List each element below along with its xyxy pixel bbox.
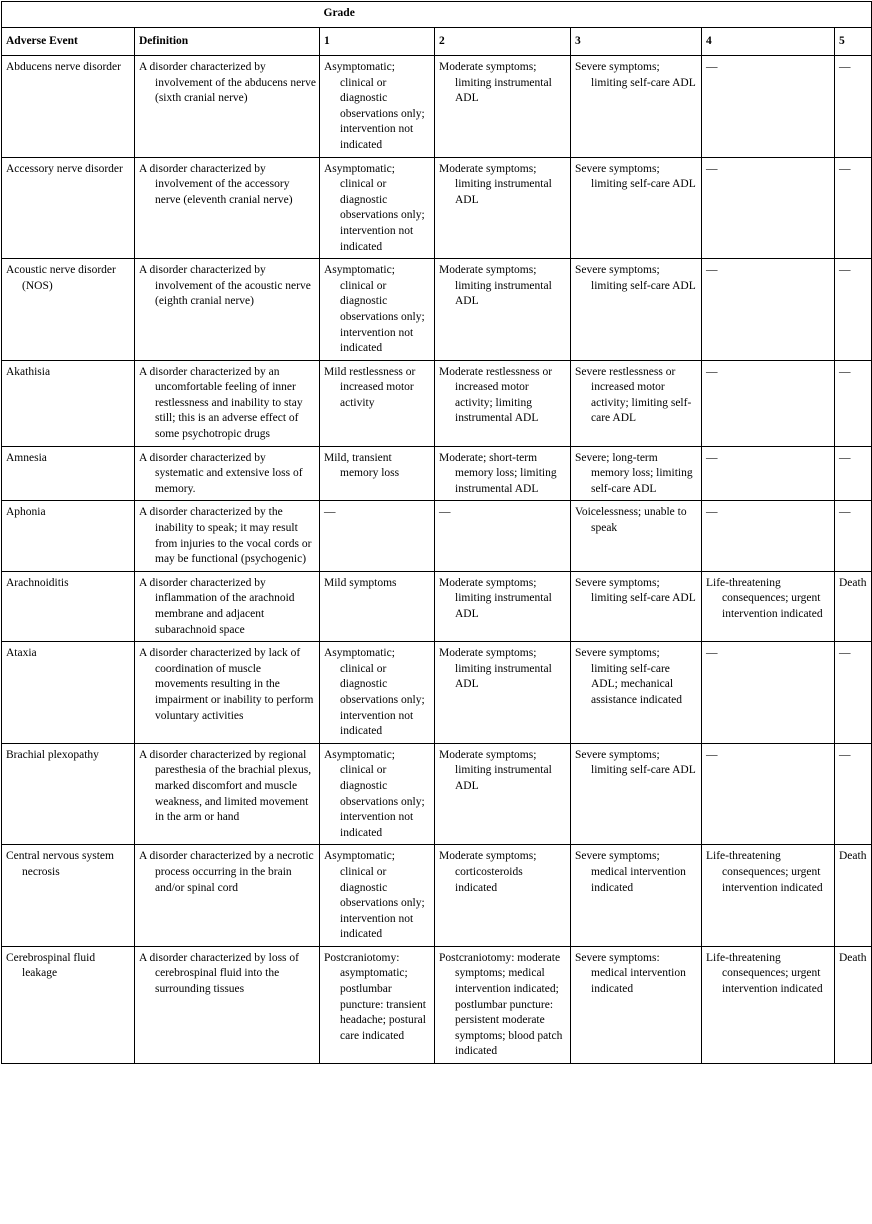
- grade-3-text: Voicelessness; unable to speak: [575, 506, 687, 535]
- grade-5-cell: [835, 157, 872, 259]
- event-name: Brachial plexopathy: [6, 748, 99, 761]
- grade-4-cell: [702, 743, 835, 845]
- table-row: [2, 360, 872, 446]
- grade-1-cell: [320, 157, 435, 259]
- event-name: Aphonia: [6, 506, 46, 519]
- grade-1-cell: [320, 259, 435, 361]
- grade-4-cell: [702, 157, 835, 259]
- definition-text: A disorder characterized by loss of cerebrospinal fluid into the surrounding tissues: [139, 951, 299, 996]
- table-body: [2, 56, 872, 1064]
- grade-1-text: —: [324, 506, 336, 519]
- grade-2-text: Moderate symptoms; limiting instrumental ADL: [439, 576, 552, 620]
- grade-5-cell: [835, 642, 872, 744]
- grade-5-text: —: [839, 748, 851, 761]
- grade-2-cell: [435, 360, 571, 446]
- grade-4-text: —: [706, 451, 718, 464]
- grade-3-cell: [571, 56, 702, 158]
- grade-1-cell: [320, 56, 435, 158]
- grade-2-cell: [435, 259, 571, 361]
- grade-3-cell: [571, 259, 702, 361]
- grade-header-blank: [2, 2, 320, 28]
- grade-1-text: Mild, transient memory loss: [324, 451, 400, 480]
- grade-3-cell: [571, 743, 702, 845]
- grade-3-cell: [571, 845, 702, 947]
- grade-2-cell: [435, 946, 571, 1063]
- grade-5-text: Death: [839, 951, 867, 964]
- definition-cell: [135, 642, 320, 744]
- column-header-definition: Definition: [135, 28, 320, 56]
- table-row: [2, 56, 872, 158]
- grade-1-text: Postcraniotomy: asymptomatic; postlumbar puncture: transient headache; postural care indicated: [324, 951, 426, 1042]
- grade-2-text: Moderate symptoms; limiting instrumental ADL: [439, 61, 552, 105]
- grade-1-cell: [320, 501, 435, 571]
- event-name: Amnesia: [6, 451, 47, 464]
- grade-5-cell: [835, 743, 872, 845]
- definition-cell: [135, 571, 320, 641]
- definition-cell: [135, 946, 320, 1063]
- definition-cell: [135, 501, 320, 571]
- column-header-grade-2: 2: [435, 28, 571, 56]
- event-name: Central nervous system necrosis: [6, 850, 114, 878]
- event-cell: [2, 501, 135, 571]
- definition-text: A disorder characterized by regional paresthesia of the brachial plexus, marked discomfort and muscle weakness, and limited movement in the arm or hand: [139, 748, 312, 824]
- adverse-event-table: [1, 1, 872, 1064]
- grade-3-cell: [571, 157, 702, 259]
- event-cell: [2, 743, 135, 845]
- grade-3-text: Severe symptoms: medical intervention indicated: [575, 951, 686, 996]
- event-name: Accessory nerve disorder: [6, 162, 123, 175]
- column-header-grade-1: 1: [320, 28, 435, 56]
- grade-4-text: —: [706, 61, 718, 73]
- grade-2-cell: [435, 845, 571, 947]
- grade-2-cell: [435, 743, 571, 845]
- definition-cell: [135, 743, 320, 845]
- grade-2-text: Moderate symptoms; corticosteroids indicated: [439, 850, 537, 894]
- definition-cell: [135, 157, 320, 259]
- grade-5-cell: [835, 446, 872, 501]
- grade-2-text: Moderate restlessness or increased motor activity; limiting instrumental ADL: [439, 365, 553, 425]
- grade-4-cell: [702, 259, 835, 361]
- grade-3-cell: [571, 501, 702, 571]
- event-cell: [2, 845, 135, 947]
- definition-text: A disorder characterized by the inability to speak; it may result from injuries to the vocal cords or may be functional (psychogenic): [139, 506, 312, 566]
- grade-4-cell: [702, 946, 835, 1063]
- column-header-grade-4: 4: [702, 28, 835, 56]
- grade-1-text: Mild restlessness or increased motor activity: [324, 365, 416, 409]
- table-row: [2, 946, 872, 1063]
- grade-4-cell: [702, 446, 835, 501]
- grade-4-text: —: [706, 162, 718, 175]
- grade-5-text: —: [839, 365, 851, 378]
- event-cell: [2, 571, 135, 641]
- column-header-adverse-event: Adverse Event: [2, 28, 135, 56]
- event-name: Ataxia: [6, 647, 37, 660]
- table-row: [2, 743, 872, 845]
- grade-5-text: —: [839, 61, 851, 73]
- grade-5-text: —: [839, 162, 851, 175]
- grade-3-text: Severe symptoms; medical intervention indicated: [575, 850, 686, 894]
- grade-2-text: —: [439, 506, 451, 519]
- grade-2-cell: [435, 446, 571, 501]
- definition-text: A disorder characterized by lack of coordination of muscle movements resulting in the impairment or inability to perform voluntary activities: [139, 647, 314, 722]
- grade-5-text: —: [839, 647, 851, 660]
- grade-5-text: Death: [839, 850, 867, 863]
- definition-cell: [135, 845, 320, 947]
- grade-1-text: Asymptomatic; clinical or diagnostic observations only; intervention not indicated: [324, 647, 425, 738]
- definition-text: A disorder characterized by systematic and extensive loss of memory.: [139, 451, 303, 495]
- grade-3-cell: [571, 642, 702, 744]
- definition-cell: [135, 56, 320, 158]
- event-name: Abducens nerve disorder: [6, 61, 121, 73]
- column-header-grade-3: 3: [571, 28, 702, 56]
- event-cell: [2, 946, 135, 1063]
- grade-1-cell: [320, 642, 435, 744]
- grade-3-cell: [571, 446, 702, 501]
- grade-1-text: Mild symptoms: [324, 576, 397, 589]
- grade-1-text: Asymptomatic; clinical or diagnostic observations only; intervention not indicated: [324, 264, 425, 355]
- grade-5-text: —: [839, 451, 851, 464]
- grade-1-text: Asymptomatic; clinical or diagnostic observations only; intervention not indicated: [324, 748, 425, 839]
- grade-5-text: —: [839, 264, 851, 277]
- grade-3-text: Severe; long-term memory loss; limiting self-care ADL: [575, 451, 693, 495]
- grade-1-text: Asymptomatic; clinical or diagnostic observations only; intervention not indicated: [324, 61, 425, 151]
- grade-1-cell: [320, 571, 435, 641]
- grade-4-cell: [702, 845, 835, 947]
- grade-2-text: Moderate; short-term memory loss; limiting instrumental ADL: [439, 451, 557, 495]
- grade-4-cell: [702, 360, 835, 446]
- definition-text: A disorder characterized by involvement of the accessory nerve (eleventh cranial nerve): [139, 162, 293, 206]
- grade-5-cell: [835, 56, 872, 158]
- grade-3-cell: [571, 946, 702, 1063]
- grade-3-text: Severe symptoms; limiting self-care ADL: [575, 162, 696, 191]
- grade-4-text: —: [706, 748, 718, 761]
- grade-2-text: Moderate symptoms; limiting instrumental ADL: [439, 647, 552, 691]
- grade-4-cell: [702, 642, 835, 744]
- grade-2-cell: [435, 56, 571, 158]
- grade-5-text: Death: [839, 576, 867, 589]
- event-name: Arachnoiditis: [6, 576, 69, 589]
- grade-3-text: Severe restlessness or increased motor activity; limiting self-care ADL: [575, 365, 692, 425]
- grade-4-text: Life-threatening consequences; urgent intervention indicated: [706, 951, 823, 996]
- grade-1-cell: [320, 946, 435, 1063]
- definition-cell: [135, 360, 320, 446]
- grade-3-text: Severe symptoms; limiting self-care ADL: [575, 264, 696, 292]
- event-cell: [2, 157, 135, 259]
- grade-2-text: Moderate symptoms; limiting instrumental ADL: [439, 748, 552, 792]
- grade-4-text: —: [706, 647, 718, 660]
- table-row: [2, 157, 872, 259]
- event-cell: [2, 360, 135, 446]
- grade-1-text: Asymptomatic; clinical or diagnostic observations only; intervention not indicated: [324, 850, 425, 941]
- grade-3-text: Severe symptoms; limiting self-care ADL: [575, 748, 696, 777]
- event-name: Acoustic nerve disorder (NOS): [6, 264, 116, 292]
- definition-text: A disorder characterized by involvement of the acoustic nerve (eighth cranial nerve): [139, 264, 311, 308]
- grade-5-cell: [835, 845, 872, 947]
- grade-5-cell: [835, 360, 872, 446]
- event-cell: [2, 259, 135, 361]
- grade-1-text: Asymptomatic; clinical or diagnostic observations only; intervention not indicated: [324, 162, 425, 253]
- grade-4-text: Life-threatening consequences; urgent intervention indicated: [706, 850, 823, 894]
- event-name: Cerebrospinal fluid leakage: [6, 951, 96, 980]
- grade-4-text: Life-threatening consequences; urgent intervention indicated: [706, 576, 823, 620]
- grade-5-cell: [835, 571, 872, 641]
- grade-4-cell: [702, 501, 835, 571]
- definition-text: A disorder characterized by a necrotic process occurring in the brain and/or spinal cord: [139, 850, 314, 894]
- definition-text: A disorder characterized by inflammation of the arachnoid membrane and adjacent subarachnoid space: [139, 576, 295, 636]
- definition-text: A disorder characterized by an uncomfortable feeling of inner restlessness and inability to stay still; this is an adverse effect of some psychotropic drugs: [139, 365, 303, 441]
- grade-4-cell: [702, 56, 835, 158]
- column-header-grade-5: 5: [835, 28, 872, 56]
- definition-cell: [135, 446, 320, 501]
- grade-1-cell: [320, 845, 435, 947]
- grade-4-text: —: [706, 264, 718, 277]
- table-row: [2, 446, 872, 501]
- grade-3-text: Severe symptoms; limiting self-care ADL: [575, 61, 696, 89]
- grade-2-text: Postcraniotomy: moderate symptoms; medical intervention indicated; postlumbar puncture: persistent moderate symptoms; blood patch indicated: [439, 951, 563, 1058]
- grade-1-cell: [320, 446, 435, 501]
- grade-1-cell: [320, 360, 435, 446]
- grade-2-cell: [435, 157, 571, 259]
- grade-2-cell: [435, 642, 571, 744]
- grade-4-text: —: [706, 365, 718, 378]
- grade-5-cell: [835, 259, 872, 361]
- event-cell: [2, 446, 135, 501]
- grade-1-cell: [320, 743, 435, 845]
- grade-3-text: Severe symptoms; limiting self-care ADL; mechanical assistance indicated: [575, 647, 683, 706]
- event-cell: [2, 642, 135, 744]
- table-row: [2, 501, 872, 571]
- grade-header: Grade: [320, 2, 872, 28]
- grade-5-cell: [835, 501, 872, 571]
- grade-5-cell: [835, 946, 872, 1063]
- grade-2-text: Moderate symptoms; limiting instrumental ADL: [439, 162, 552, 206]
- grade-4-text: —: [706, 506, 718, 519]
- table-row: [2, 571, 872, 641]
- table-row: [2, 259, 872, 361]
- grade-2-text: Moderate symptoms; limiting instrumental ADL: [439, 264, 552, 308]
- grade-4-cell: [702, 571, 835, 641]
- event-name: Akathisia: [6, 365, 51, 378]
- column-header-row: [2, 28, 872, 56]
- grade-3-cell: [571, 571, 702, 641]
- definition-cell: [135, 259, 320, 361]
- grade-5-text: —: [839, 506, 851, 519]
- grade-2-cell: [435, 501, 571, 571]
- event-cell: [2, 56, 135, 158]
- grade-2-cell: [435, 571, 571, 641]
- grade-3-text: Severe symptoms; limiting self-care ADL: [575, 576, 696, 605]
- table-row: [2, 642, 872, 744]
- grade-header-row: [2, 2, 872, 28]
- table-row: [2, 845, 872, 947]
- grade-3-cell: [571, 360, 702, 446]
- definition-text: A disorder characterized by involvement of the abducens nerve (sixth cranial nerve): [139, 61, 316, 105]
